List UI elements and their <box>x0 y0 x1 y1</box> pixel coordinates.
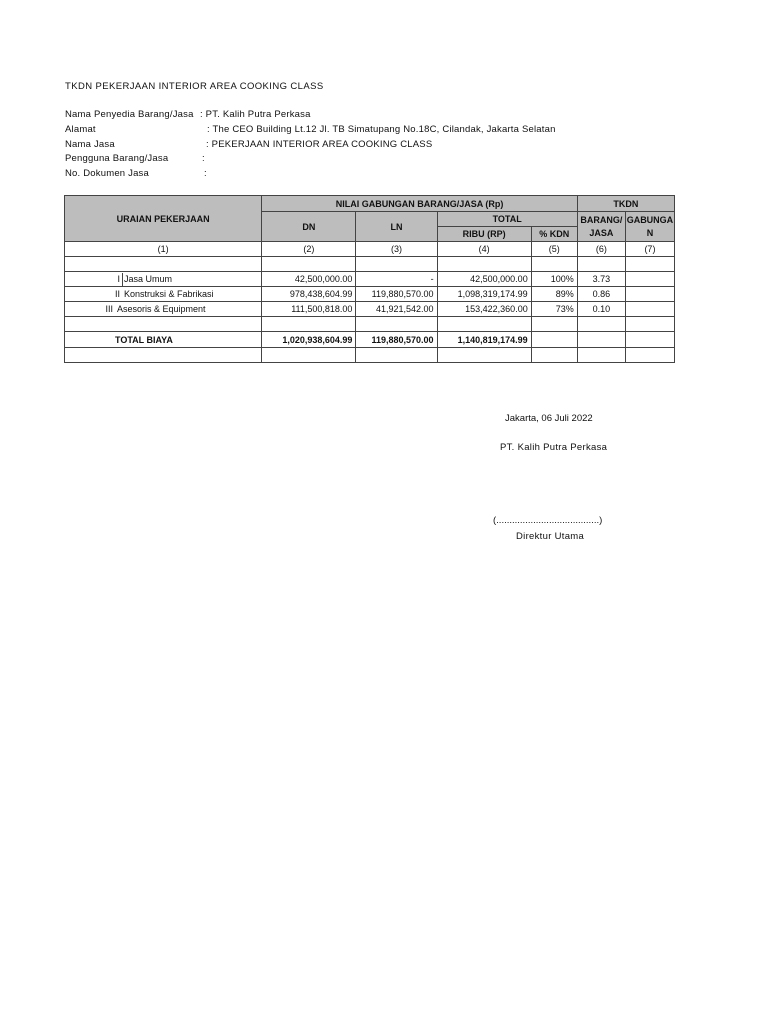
info-value: : PEKERJAAN INTERIOR AREA COOKING CLASS <box>206 139 433 150</box>
row-pct: 89% <box>531 287 577 302</box>
header-ribu: RIBU (RP) <box>437 227 531 242</box>
total-label: TOTAL BIAYA <box>65 332 262 348</box>
row-dn: 978,438,604.99 <box>262 287 356 302</box>
row-ln: 41,921,542.00 <box>356 302 437 317</box>
signature-line: (.......................................) <box>493 515 603 526</box>
signature-position: Direktur Utama <box>516 531 585 542</box>
info-label: Nama Jasa <box>65 139 115 150</box>
row-gabungan <box>625 287 674 302</box>
row-name: Asesoris & Equipment <box>117 304 206 314</box>
total-dn: 1,020,938,604.99 <box>262 332 356 348</box>
signature-place-date: Jakarta, 06 Juli 2022 <box>505 413 593 424</box>
info-value: : <box>204 168 207 179</box>
header-barang-jasa: BARANG/ JASA <box>577 212 625 242</box>
table-row-empty <box>65 317 675 332</box>
total-ln: 119,880,570.00 <box>356 332 437 348</box>
col-number: (2) <box>262 242 356 257</box>
header-ln: LN <box>356 212 437 242</box>
row-dn: 111,500,818.00 <box>262 302 356 317</box>
row-ln: - <box>356 272 437 287</box>
row-ln: 119,880,570.00 <box>356 287 437 302</box>
row-pct: 100% <box>531 272 577 287</box>
row-pct: 73% <box>531 302 577 317</box>
row-gabungan <box>625 302 674 317</box>
row-ribu: 42,500,000.00 <box>437 272 531 287</box>
col-number: (7) <box>625 242 674 257</box>
table-row <box>65 272 675 287</box>
total-ribu: 1,140,819,174.99 <box>437 332 531 348</box>
col-number: (5) <box>531 242 577 257</box>
total-row <box>65 332 675 348</box>
header-nilai-gabungan: NILAI GABUNGAN BARANG/JASA (Rp) <box>262 196 578 212</box>
info-label: No. Dokumen Jasa <box>65 168 149 179</box>
info-value: : The CEO Building Lt.12 Jl. TB Simatupang No.18C, Cilandak, Jakarta Selatan <box>207 124 556 135</box>
table-row-empty <box>65 257 675 272</box>
tkdn-table <box>64 195 675 363</box>
header-pct-kdn: % KDN <box>531 227 577 242</box>
info-value: : <box>202 153 205 164</box>
row-number: I <box>117 274 120 284</box>
header-tkdn: TKDN <box>577 196 674 212</box>
row-number: II <box>114 289 120 299</box>
signature-company: PT. Kalih Putra Perkasa <box>500 442 608 453</box>
info-label: Nama Penyedia Barang/Jasa <box>65 109 194 120</box>
info-label: Alamat <box>65 124 96 135</box>
header-dn: DN <box>262 212 356 242</box>
row-name: Konstruksi & Fabrikasi <box>124 289 214 299</box>
table-row-empty <box>65 348 675 363</box>
row-barang-jasa: 3.73 <box>577 272 625 287</box>
header-uraian: URAIAN PEKERJAAN <box>65 196 262 242</box>
row-ribu: 1,098,319,174.99 <box>437 287 531 302</box>
row-gabungan <box>625 272 674 287</box>
row-barang-jasa: 0.86 <box>577 287 625 302</box>
row-ribu: 153,422,360.00 <box>437 302 531 317</box>
table-row <box>65 287 675 302</box>
document-title: TKDN PEKERJAAN INTERIOR AREA COOKING CLASS <box>65 81 324 92</box>
row-number: III <box>105 304 113 314</box>
header-gabungan: GABUNGA N <box>625 212 674 242</box>
table-row <box>65 302 675 317</box>
row-barang-jasa: 0.10 <box>577 302 625 317</box>
col-number: (4) <box>437 242 531 257</box>
row-dn: 42,500,000.00 <box>262 272 356 287</box>
row-name: Jasa Umum <box>124 274 173 284</box>
col-number: (3) <box>356 242 437 257</box>
header-total: TOTAL <box>437 212 577 227</box>
col-number: (1) <box>65 242 262 257</box>
col-number: (6) <box>577 242 625 257</box>
info-label: Pengguna Barang/Jasa <box>65 153 169 164</box>
info-value: : PT. Kalih Putra Perkasa <box>200 109 311 120</box>
